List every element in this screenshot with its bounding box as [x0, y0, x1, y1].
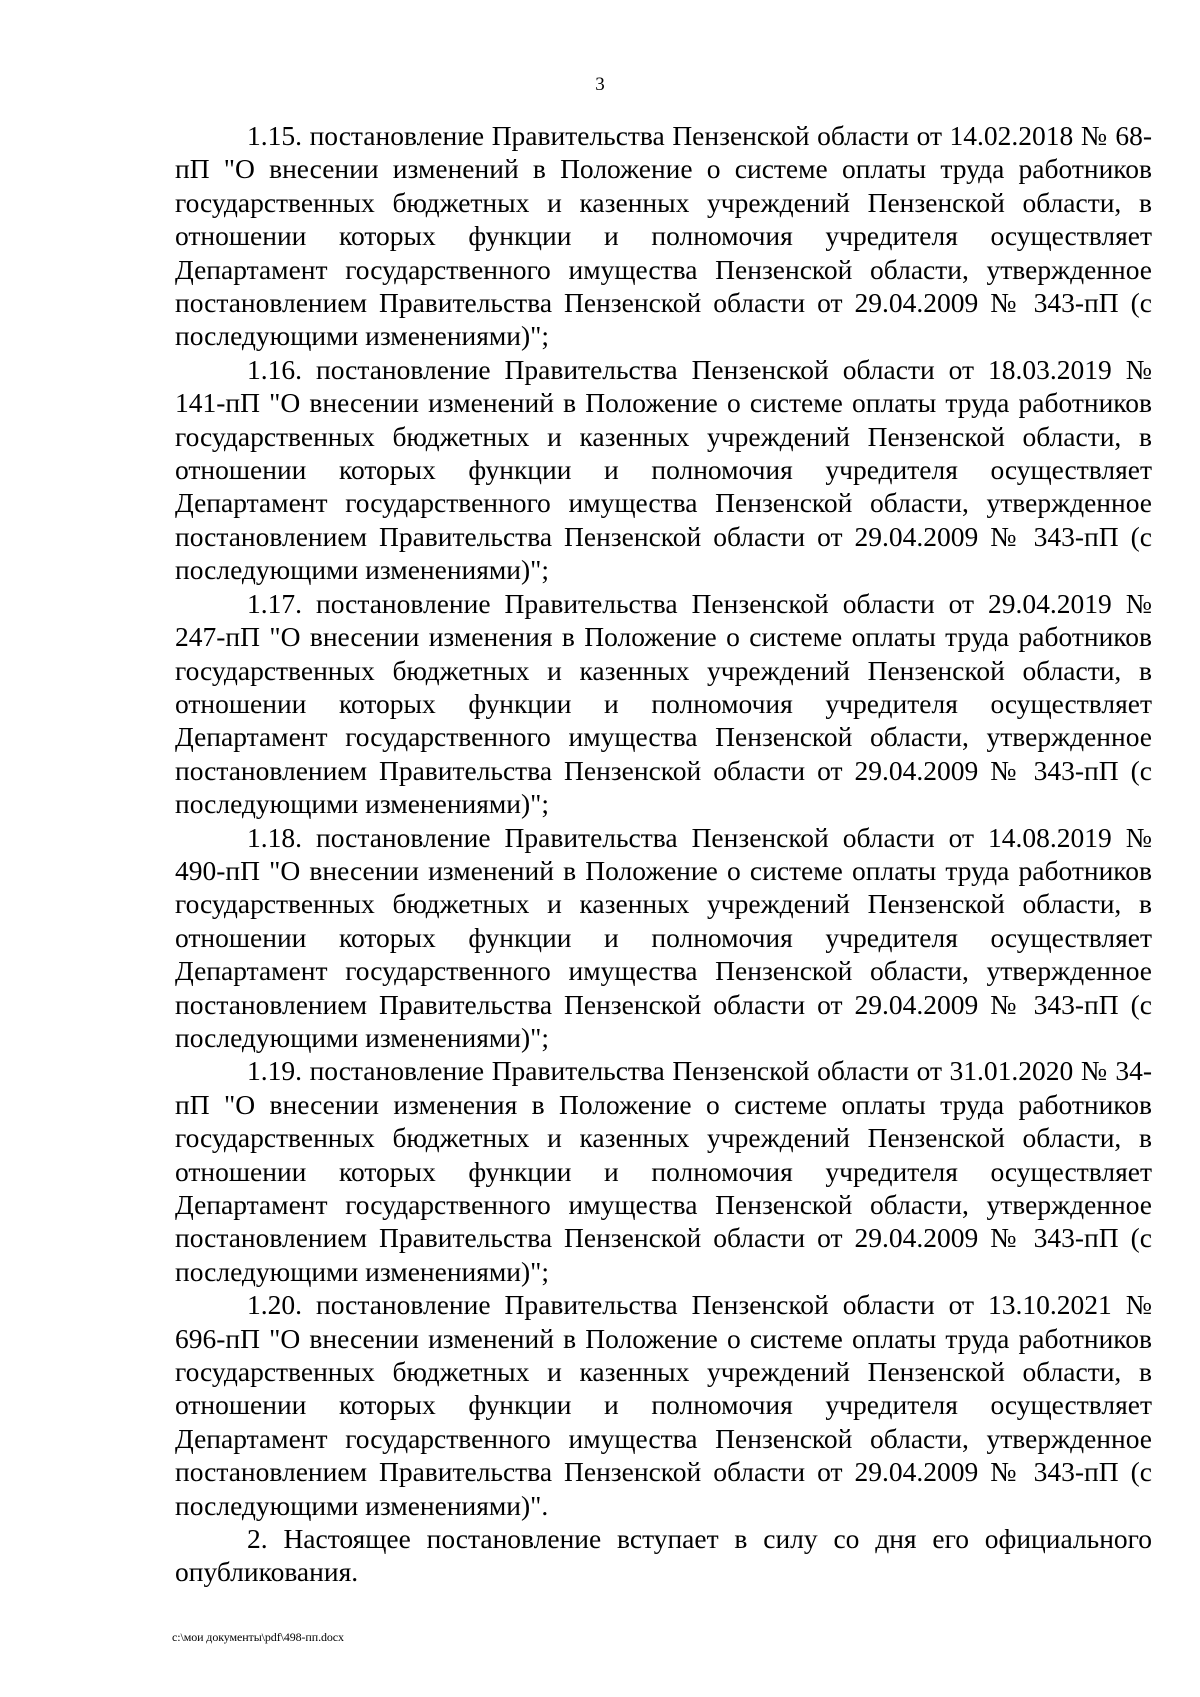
- paragraph-1-16: 1.16. постановление Правительства Пензенской области от 18.03.2019 № 141-пП "О внесении изменений в Положение о системе оплаты труда работников государственных бюджетных и казенных учреждений Пензенской области, в отношении которых функции и полномочия учредителя осуществляет Департамент государственного имущества Пензенской области, утвержденное постановлением Правительства Пензенской области от 29.04.2009 № 343-пП (с последующими изменениями)";: [175, 353, 1152, 586]
- paragraph-1-18: 1.18. постановление Правительства Пензенской области от 14.08.2019 № 490-пП "О внесении изменений в Положение о системе оплаты труда работников государственных бюджетных и казенных учреждений Пензенской области, в отношении которых функции и полномочия учредителя осуществляет Департамент государственного имущества Пензенской области, утвержденное постановлением Правительства Пензенской области от 29.04.2009 № 343-пП (с последующими изменениями)";: [175, 821, 1152, 1053]
- page-number: 3: [595, 74, 605, 95]
- paragraph-1-19: 1.19. постановление Правительства Пензенской области от 31.01.2020 № 34-пП "О внесении изменения в Положение о системе оплаты труда работников государственных бюджетных и казенных учреждений Пензенской области, в отношении которых функции и полномочия учредителя осуществляет Департамент государственного имущества Пензенской области, утвержденное постановлением Правительства Пензенской области от 29.04.2009 № 343-пП (с последующими изменениями)";: [175, 1055, 1152, 1287]
- paragraph-1-15: 1.15. постановление Правительства Пензенской области от 14.02.2018 № 68-пП "О внесении изменений в Положение о системе оплаты труда работников государственных бюджетных и казенных учреждений Пензенской области, в отношении которых функции и полномочия учредителя осуществляет Департамент государственного имущества Пензенской области, утвержденное постановлением Правительства Пензенской области от 29.04.2009 № 343-пП (с последующими изменениями)";: [175, 120, 1152, 352]
- paragraph-2: 2. Настоящее постановление вступает в силу со дня его официального опубликования.: [175, 1523, 1152, 1588]
- paragraph-1-17: 1.17. постановление Правительства Пензенской области от 29.04.2019 № 247-пП "О внесении изменения в Положение о системе оплаты труда работников государственных бюджетных и казенных учреждений Пензенской области, в отношении которых функции и полномочия учредителя осуществляет Департамент государственного имущества Пензенской области, утвержденное постановлением Правительства Пензенской области от 29.04.2009 № 343-пП (с последующими изменениями)";: [175, 587, 1152, 820]
- document-body: [175, 119, 1152, 1589]
- paragraph-1-20: 1.20. постановление Правительства Пензенской области от 13.10.2021 № 696-пП "О внесении изменений в Положение о системе оплаты труда работников государственных бюджетных и казенных учреждений Пензенской области, в отношении которых функции и полномочия учредителя осуществляет Департамент государственного имущества Пензенской области, утвержденное постановлением Правительства Пензенской области от 29.04.2009 № 343-пП (с последующими изменениями)".: [175, 1289, 1152, 1521]
- footer-file-path: c:\мои документы\pdf\498-пп.docx: [172, 1630, 344, 1644]
